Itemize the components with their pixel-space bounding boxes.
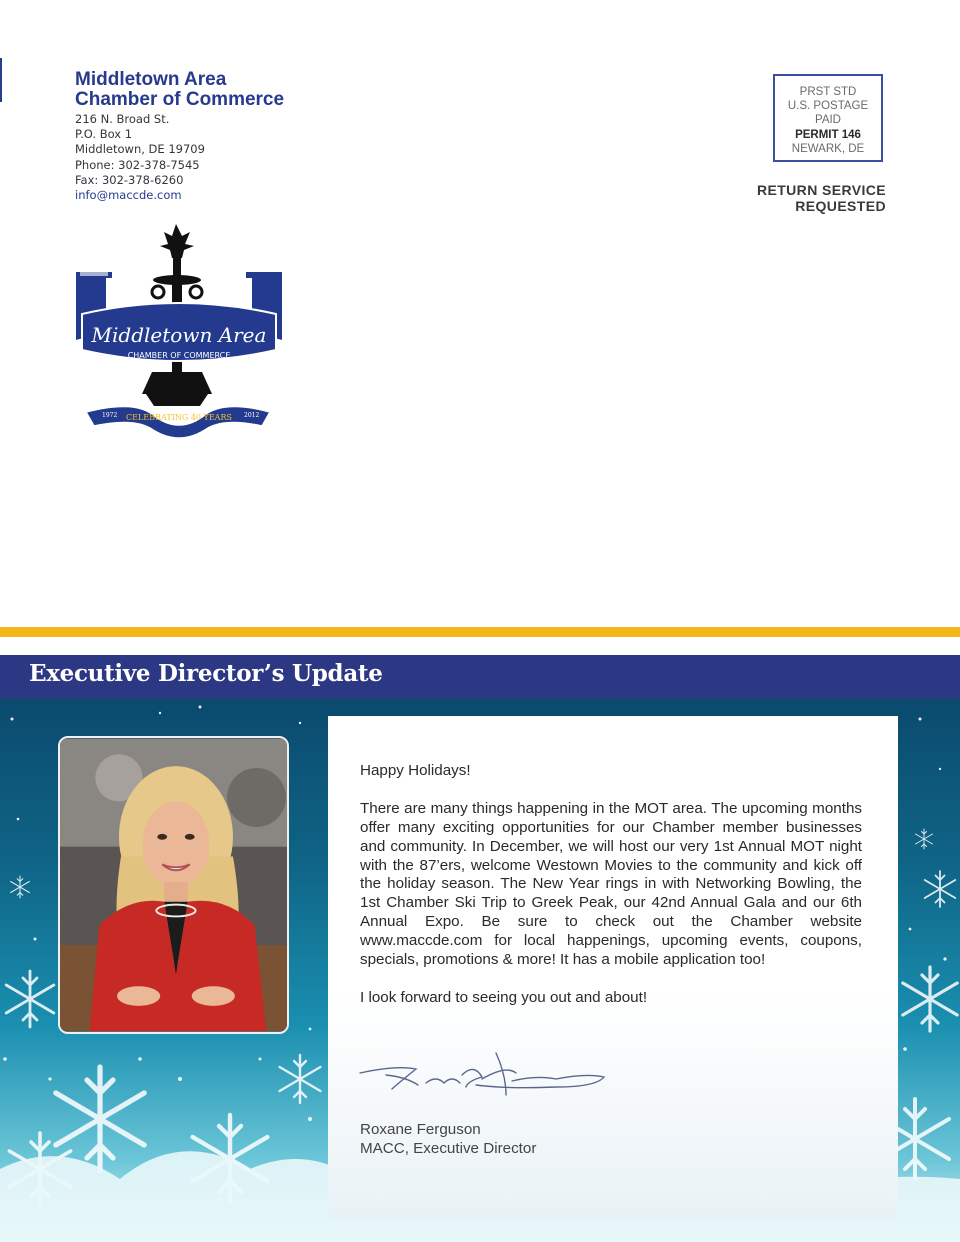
- return-service-label: RETURN SERVICE REQUESTED: [756, 182, 886, 214]
- address-line: P.O. Box 1: [75, 127, 133, 142]
- logo-name: Middletown Area: [91, 323, 267, 347]
- signer-title: MACC, Executive Director: [360, 1139, 537, 1157]
- address-line: Middletown, DE 19709: [75, 142, 205, 157]
- letter-body: [360, 762, 862, 1027]
- director-photo: [58, 736, 289, 1034]
- chamber-logo: [72, 222, 286, 444]
- logo-year-start: 1972: [102, 412, 118, 419]
- signer-name: Roxane Ferguson: [360, 1121, 481, 1138]
- margin-marker: [0, 58, 2, 102]
- letter-paragraph: There are many things happening in the MOT area. The upcoming months offer many exciting opportunities for our Chamber member businesses and community. In December, we will host our very 1st Annual MOT night with the 87’ers, welcome Westown Movies to the community and kick off the holiday season. The New Year rings in with Networking Bowling, the 1st Chamber Ski Trip to Greek Peak, our 42nd Annual Gala and our 6th Annual Expo. Be sure to check out the Chamber website www.maccde.com for local happenings, upcoming events, coupons, specials, promotions & more! It has a mobile application too!: [360, 799, 862, 969]
- handwritten-signature: [356, 1045, 616, 1105]
- postage-city: NEWARK, DE: [791, 142, 865, 155]
- section-title: Executive Director’s Update: [29, 660, 383, 687]
- org-name-line1: Middletown Area: [75, 69, 227, 90]
- letter-greeting: Happy Holidays!: [360, 762, 471, 779]
- postage-line: U.S. POSTAGE: [787, 100, 869, 113]
- letter-closing: I look forward to seeing you out and about!: [360, 988, 648, 1006]
- logo-ribbon-text: CELEBRATING 40 YEARS: [126, 413, 232, 422]
- logo-subtitle: CHAMBER OF COMMERCE: [127, 351, 231, 360]
- phone-line: Phone: 302-378-7545: [75, 157, 200, 172]
- gold-divider: [0, 627, 960, 637]
- postage-line: PRST STD: [799, 86, 857, 98]
- logo-year-end: 2012: [244, 412, 260, 419]
- email-link[interactable]: info@maccde.com: [75, 188, 182, 203]
- fax-line: Fax: 302-378-6260: [75, 172, 184, 187]
- postage-indicia: [773, 74, 883, 162]
- sender-block: [75, 70, 284, 203]
- postage-permit: PERMIT 146: [795, 128, 861, 141]
- org-name-line2: Chamber of Commerce: [75, 89, 285, 110]
- address-line: 216 N. Broad St.: [75, 112, 170, 126]
- postage-line: PAID: [815, 114, 841, 127]
- signer-block: [360, 1121, 536, 1159]
